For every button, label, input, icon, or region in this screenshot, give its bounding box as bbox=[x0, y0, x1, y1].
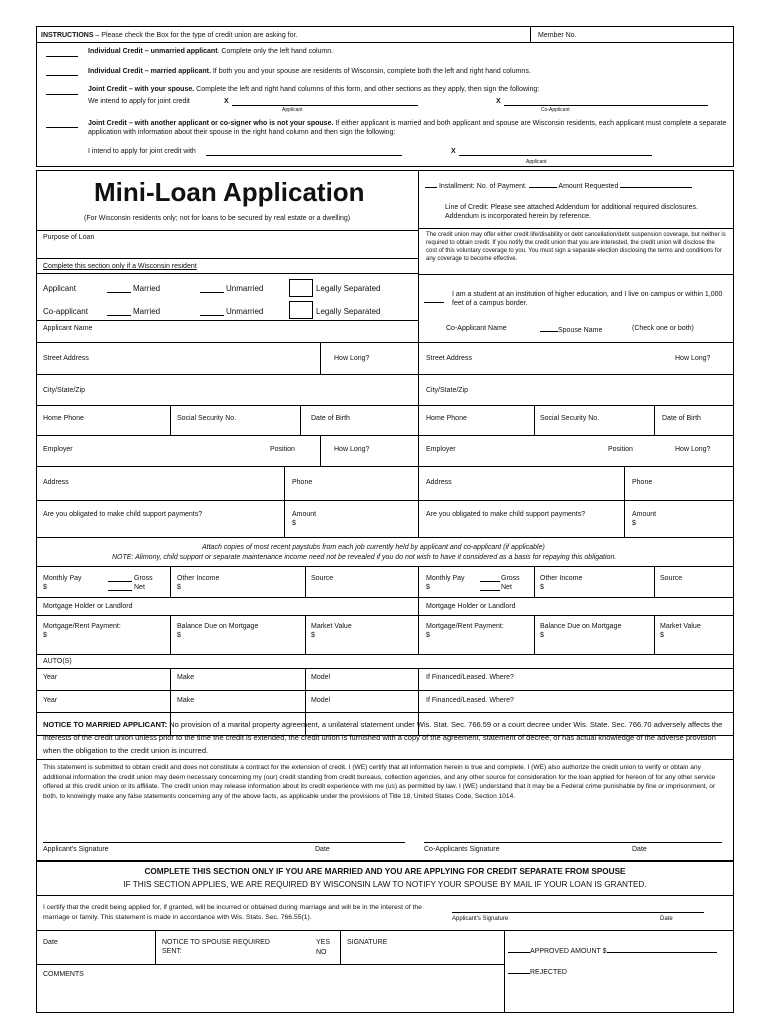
applicant-unmarried-label: Unmarried bbox=[226, 284, 264, 293]
attach-paystubs-note: Attach copies of most recent paystubs from each job currently held by applicant and co-applicant (if applicable) bbox=[202, 544, 545, 551]
coapplicant-market-value-label: Market Value bbox=[660, 623, 701, 630]
spouse-date-label: Date bbox=[660, 916, 673, 922]
coapplicant-amount-dollar: $ bbox=[632, 520, 636, 527]
coapplicant-signature-label: Co-Applicants Signature bbox=[424, 846, 500, 853]
applicant-mortgage-payment-dollar: $ bbox=[43, 632, 47, 639]
coapplicant-other-income-dollar: $ bbox=[540, 584, 544, 591]
applicant-balance-due-dollar: $ bbox=[177, 632, 181, 639]
notice-married-applicant: NOTICE TO MARRIED APPLICANT: No provision of a marital property agreement, a unilateral statement under Wis. Stat. Sec. 766.59 or a court decree under Wis. State. Sec. 766.70 adversely affects the interests of the credit union unless prior to the time the credit is extended, the credit union is furnished with a copy of the agreement, statement of decree, or has actual knowledge of the adverse provision when the obligation to the credit union is incurred. bbox=[43, 720, 723, 755]
coapplicant-employer-phone-label: Phone bbox=[632, 479, 653, 486]
coapplicant-status-label: Co-applicant bbox=[43, 307, 88, 316]
coapplicant-market-value-dollar: $ bbox=[660, 632, 664, 639]
no-label: NO bbox=[316, 949, 327, 956]
auto1-make-label: Make bbox=[177, 674, 195, 681]
coapplicant-balance-due-dollar: $ bbox=[540, 632, 544, 639]
joint-coapplicant-signature-line[interactable] bbox=[504, 105, 708, 106]
applicant-married-checkbox[interactable] bbox=[107, 292, 131, 293]
applicant-other-income-label: Other Income bbox=[177, 575, 220, 582]
coapplicant-source-label: Source bbox=[660, 575, 683, 582]
coapplicant-unmarried-checkbox[interactable] bbox=[200, 315, 224, 316]
option-joint-other: Joint Credit – with another applicant or co-signer who is not your spouse. If either applicant is married and both applicant and spouse are Wisconsin residents, each applicant must complete a separate application with information about their spouse in the right hand column and then sign the following: bbox=[88, 120, 727, 136]
member-no-label: Member No. bbox=[538, 32, 577, 39]
x-mark-applicant: X bbox=[224, 98, 229, 105]
footer-signature-label: SIGNATURE bbox=[347, 939, 388, 946]
coapplicant-home-phone-label: Home Phone bbox=[426, 415, 467, 422]
coapplicant-gross-label: Gross bbox=[501, 575, 520, 582]
joint-intend-text: We intend to apply for joint credit bbox=[88, 98, 190, 105]
alimony-note: NOTE: Alimony, child support or separate maintenance income need not be revealed if you do not wish to have it considered as a basis for repaying this obligation. bbox=[112, 554, 617, 561]
option-individual-unmarried: Individual Credit – unmarried applicant. Complete only the left hand column. bbox=[88, 48, 334, 55]
applicant-monthly-pay-label: Monthly Pay bbox=[43, 575, 82, 582]
applicant-position-label: Position bbox=[270, 446, 295, 453]
applicant-employer-phone-label: Phone bbox=[292, 479, 313, 486]
applicant-name-label: Applicant Name bbox=[43, 325, 93, 332]
insurance-disclosure: The credit union may offer either credit life/disability or debt cancellation/debt suspension coverage, but neither is required to obtain credit. If you notify the credit union that you are interested, the credit union will disclose the cost of this voluntary coverage to you. You must sign a separate election disclosing the terms and conditions for any coverage to become effective. bbox=[426, 232, 726, 262]
auto2-model-label: Model bbox=[311, 697, 331, 704]
applicant-married-label: Married bbox=[133, 284, 161, 293]
applicant-home-phone-label: Home Phone bbox=[43, 415, 84, 422]
coapplicant-unmarried-label: Unmarried bbox=[226, 307, 264, 316]
applicant-dob-label: Date of Birth bbox=[311, 415, 350, 422]
applicant-market-value-dollar: $ bbox=[311, 632, 315, 639]
applicant-status-label: Applicant bbox=[43, 284, 76, 293]
student-checkbox-line[interactable] bbox=[424, 302, 444, 303]
spouse-applicant-signature-line[interactable] bbox=[452, 912, 704, 913]
applicant-how-long-label: How Long? bbox=[334, 355, 370, 362]
rejected-label: REJECTED bbox=[508, 966, 567, 977]
coapplicant-separated-checkbox[interactable] bbox=[289, 301, 313, 319]
applicant-child-support-label: Are you obligated to make child support payments? bbox=[43, 511, 203, 518]
joint-other-name-line[interactable] bbox=[206, 155, 402, 156]
applicant-signature-label: Applicant's Signature bbox=[43, 846, 109, 853]
coapplicant-employer-how-long-label: How Long? bbox=[675, 446, 711, 453]
applicant-small-label-2: Applicant bbox=[526, 159, 547, 165]
coapplicant-balance-due-label: Balance Due on Mortgage bbox=[540, 623, 622, 630]
spouse-section-heading-1: COMPLETE THIS SECTION ONLY IF YOU ARE MARRIED AND YOU ARE APPLYING FOR CREDIT SEPARATE FROM SPOUSE bbox=[144, 867, 626, 876]
footer-date-label: Date bbox=[43, 939, 58, 946]
option-individual-married: Individual Credit – married applicant. If both you and your spouse are residents of Wisconsin, complete both the left and right hand columns. bbox=[88, 68, 531, 75]
co-applicant-name-label: Co-Applicant Name bbox=[446, 325, 507, 332]
auto2-make-label: Make bbox=[177, 697, 195, 704]
coapplicant-street-label: Street Address bbox=[426, 355, 472, 362]
checkbox-line-unmarried[interactable] bbox=[46, 56, 78, 57]
applicant-mortgage-payment-label: Mortgage/Rent Payment: bbox=[43, 623, 121, 630]
applicant-date-label: Date bbox=[315, 846, 330, 853]
coapplicant-ssn-label: Social Security No. bbox=[540, 415, 600, 422]
notice-to-spouse-label: NOTICE TO SPOUSE REQUIRED SENT: bbox=[162, 939, 270, 955]
student-declaration: I am a student at an institution of higher education, and I live on campus or within 1,000 feet of a campus border. bbox=[452, 291, 723, 307]
spouse-section-heading-2: IF THIS SECTION APPLIES, WE ARE REQUIRED BY WISCONSIN LAW TO NOTIFY YOUR SPOUSE BY MAIL IF YOUR LOAN IS GRANTED. bbox=[123, 880, 647, 889]
autos-label: AUTO(S) bbox=[43, 658, 72, 665]
coapplicant-mortgage-payment-label: Mortgage/Rent Payment: bbox=[426, 623, 504, 630]
purpose-of-loan-label: Purpose of Loan bbox=[43, 234, 95, 241]
spouse-certify-text: I certify that the credit being applied for, if granted, will be incurred or obtained during marriage and will be in the interest of the marriage or family. This statement is made in accordance with Wis. Stats. Sec. 766.55(1). bbox=[43, 904, 422, 921]
certification-statement: This statement is submitted to obtain credit and does not constitute a contract for the extension of credit. I (WE) certify that all information herein is true and complete. I (WE) also authorize the credit union to verify or obtain any additional information the credit union may deem necessary concerning my (our) credit standing from credit bureaus, collection agencies, and any other source for consideration for the loan applied for hereon of for any other service offered at this credit union or its affiliate. The credit union may release information about its credit experience with me (us) as permitted by law. I (WE) understand that it may be a Federal crime punishable by fine or imprisonment, or both, to knowingly make any false statements concerning any of the above facts, as applicable under the provisions of Title 18, United States Code, Section 1014. bbox=[43, 764, 716, 800]
check-one-label: (Check one or both) bbox=[632, 325, 694, 332]
applicant-other-income-dollar: $ bbox=[177, 584, 181, 591]
joint-applicant-signature-line[interactable] bbox=[232, 105, 418, 106]
instructions-text: INSTRUCTIONS – Please check the Box for the type of credit union are asking for. bbox=[41, 32, 298, 39]
option-joint-spouse: Joint Credit – with your spouse. Complete the left and right hand columns of this form, and other sections as they apply, then sign the following: bbox=[88, 86, 540, 93]
coapplicant-monthly-pay-dollar: $ bbox=[426, 584, 430, 591]
coapplicant-mortgage-payment-dollar: $ bbox=[426, 632, 430, 639]
applicant-net-checkbox[interactable] bbox=[108, 590, 132, 591]
coapplicant-position-label: Position bbox=[608, 446, 633, 453]
auto2-financed-label: If Financed/Leased. Where? bbox=[426, 697, 514, 704]
page-subtitle: (For Wisconsin residents only; not for loans to be secured by real estate or a dwelling) bbox=[84, 215, 351, 222]
joint-other-intend-text: I intend to apply for joint credit with bbox=[88, 148, 196, 155]
applicant-mortgage-holder-label: Mortgage Holder or Landlord bbox=[43, 603, 133, 610]
approved-amount-label: APPROVED AMOUNT $ bbox=[508, 945, 717, 956]
page-title: Mini-Loan Application bbox=[94, 177, 365, 207]
yes-label: YES bbox=[316, 939, 331, 946]
x-mark-coapplicant: X bbox=[496, 98, 501, 105]
coapplicant-monthly-pay-label: Monthly Pay bbox=[426, 575, 465, 582]
coapplicant-net-checkbox[interactable] bbox=[480, 590, 500, 591]
x-mark-applicant-2: X bbox=[451, 148, 456, 155]
coapplicant-how-long-label: How Long? bbox=[675, 355, 711, 362]
auto1-year-label: Year bbox=[43, 674, 58, 681]
applicant-gross-checkbox[interactable] bbox=[108, 581, 132, 582]
coapplicant-amount-label: Amount bbox=[632, 511, 657, 518]
coapplicant-mortgage-holder-label: Mortgage Holder or Landlord bbox=[426, 603, 516, 610]
coapplicant-married-label: Married bbox=[133, 307, 161, 316]
checkbox-line-joint-spouse[interactable] bbox=[46, 94, 78, 95]
coapplicant-signature-line[interactable] bbox=[424, 842, 722, 843]
joint-other-signature-line[interactable] bbox=[459, 155, 652, 156]
coapplicant-employer-address-label: Address bbox=[426, 479, 452, 486]
coapplicant-other-income-label: Other Income bbox=[540, 575, 583, 582]
applicant-balance-due-label: Balance Due on Mortgage bbox=[177, 623, 259, 630]
applicant-market-value-label: Market Value bbox=[311, 623, 352, 630]
auto2-year-label: Year bbox=[43, 697, 58, 704]
coapplicant-child-support-label: Are you obligated to make child support payments? bbox=[426, 511, 586, 518]
coapplicant-gross-checkbox[interactable] bbox=[480, 581, 500, 582]
coapplicant-net-label: Net bbox=[501, 584, 512, 591]
applicant-employer-label: Employer bbox=[43, 446, 73, 453]
coapplicant-separated-label: Legally Separated bbox=[316, 307, 381, 316]
line-of-credit-text: Line of Credit: Please see attached Addendum for additional required disclosures. Addendum is incorporated herein by reference. bbox=[445, 204, 698, 220]
coapplicant-small-label: Co-Applicant bbox=[541, 107, 570, 113]
coapplicant-married-checkbox[interactable] bbox=[107, 315, 131, 316]
coapplicant-date-label: Date bbox=[632, 846, 647, 853]
applicant-unmarried-checkbox[interactable] bbox=[200, 292, 224, 293]
applicant-gross-label: Gross bbox=[134, 575, 153, 582]
applicant-city-label: City/State/Zip bbox=[43, 387, 86, 394]
spouse-name-label: Spouse Name bbox=[540, 324, 602, 335]
applicant-employer-how-long-label: How Long? bbox=[334, 446, 370, 453]
checkbox-line-joint-other[interactable] bbox=[46, 127, 78, 128]
coapplicant-dob-label: Date of Birth bbox=[662, 415, 701, 422]
applicant-separated-checkbox[interactable] bbox=[289, 279, 313, 297]
coapplicant-city-label: City/State/Zip bbox=[426, 387, 469, 394]
applicant-employer-address-label: Address bbox=[43, 479, 69, 486]
auto1-financed-label: If Financed/Leased. Where? bbox=[426, 674, 514, 681]
auto1-model-label: Model bbox=[311, 674, 331, 681]
applicant-source-label: Source bbox=[311, 575, 334, 582]
applicant-ssn-label: Social Security No. bbox=[177, 415, 237, 422]
wi-section-label: Complete this section only if a Wisconsin resident bbox=[43, 263, 197, 270]
applicant-small-label: Applicant bbox=[282, 107, 303, 113]
spouse-applicant-signature-label: Applicant's Signature bbox=[452, 916, 509, 922]
checkbox-line-married[interactable] bbox=[46, 75, 78, 76]
applicant-monthly-pay-dollar: $ bbox=[43, 584, 47, 591]
applicant-signature-line[interactable] bbox=[43, 842, 405, 843]
comments-label: COMMENTS bbox=[43, 971, 84, 978]
installment-line: Installment: No. of Payment. Amount Requested bbox=[425, 180, 692, 191]
applicant-net-label: Net bbox=[134, 584, 145, 591]
applicant-street-label: Street Address bbox=[43, 355, 89, 362]
applicant-amount-dollar: $ bbox=[292, 520, 296, 527]
applicant-separated-label: Legally Separated bbox=[316, 284, 381, 293]
applicant-amount-label: Amount bbox=[292, 511, 317, 518]
coapplicant-employer-label: Employer bbox=[426, 446, 456, 453]
